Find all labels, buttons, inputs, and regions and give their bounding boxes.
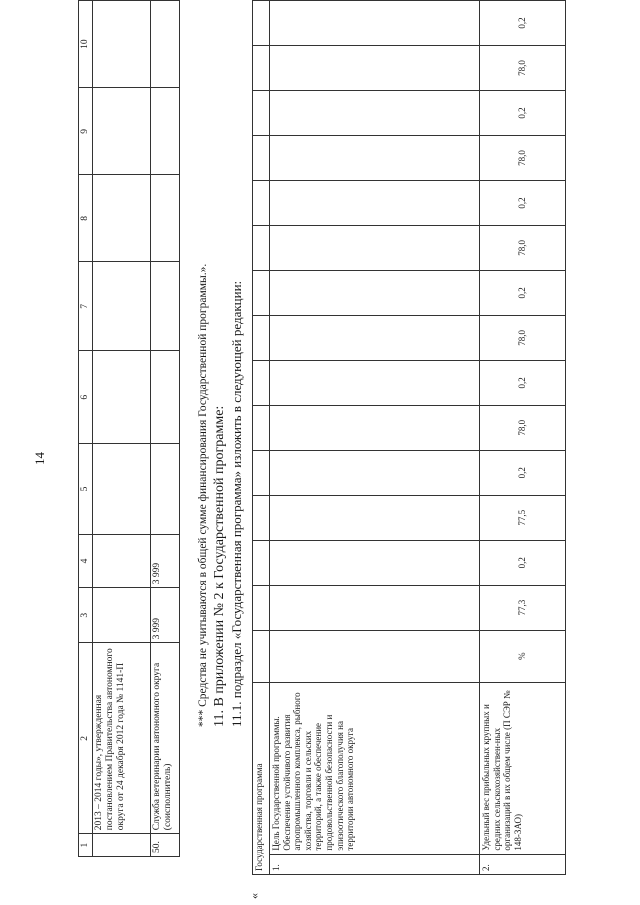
row-number: 50. <box>151 834 180 857</box>
row-name: 2013 – 2014 годы», утвержденная постановлением Правительства автономного округа от 24 декабря 2012 года № 1141-П <box>93 643 151 834</box>
header-cell: 2 <box>79 643 93 834</box>
header-cell: 4 <box>79 534 93 587</box>
row-name: Цель Государственной программы. Обеспечение устойчивого развития агропромышленного комплекса, рыбного хозяйства, торговли и сельских территорий, а также обеспечение продовольственной безопасности и эпизоотического благополучия на территории автономного округа <box>270 682 480 854</box>
lower-table <box>252 0 566 875</box>
table-row <box>93 1 151 857</box>
header-cell: 3 <box>79 588 93 643</box>
value-cell: 78,0 <box>480 315 566 360</box>
table-cell <box>93 588 151 643</box>
unit-cell: % <box>480 630 566 682</box>
section-heading: 11. В приложении № 2 к Государственной программе: <box>212 405 227 727</box>
value-cell: 78,0 <box>480 135 566 180</box>
table-cell <box>151 351 180 444</box>
program-label: Государственная программа <box>253 682 270 874</box>
value-cell: 0,2 <box>480 540 566 585</box>
table-cell: 3 999 <box>151 588 180 643</box>
subsection-heading: 11.1. подраздел «Государственная программа» изложить в следующей редакции: <box>229 280 244 727</box>
table-cell <box>93 1 151 88</box>
header-cell: 5 <box>79 444 93 535</box>
table-cell <box>151 444 180 535</box>
table-cell <box>151 175 180 262</box>
value-cell: 0,2 <box>480 270 566 315</box>
table-cell <box>93 88 151 175</box>
table-row <box>480 1 566 875</box>
value-cell: 77,3 <box>480 585 566 630</box>
table-row <box>270 1 480 875</box>
row-name: Служба ветеринарии автономного округа (соисполнитель) <box>151 643 180 834</box>
table-cell <box>93 444 151 535</box>
upper-table <box>78 0 180 857</box>
row-number: 1. <box>270 854 480 874</box>
table-cell <box>93 175 151 262</box>
value-cell: 0,2 <box>480 91 566 136</box>
table-cell <box>151 262 180 351</box>
value-cell: 77,5 <box>480 495 566 540</box>
value-cell: 0,2 <box>480 1 566 46</box>
table-header-row <box>79 1 93 857</box>
row-number <box>93 834 151 857</box>
value-cell: 78,0 <box>480 405 566 450</box>
header-cell: 1 <box>79 834 93 857</box>
header-cell: 6 <box>79 351 93 444</box>
value-cell: 78,0 <box>480 225 566 270</box>
table-row <box>151 1 180 857</box>
table-cell <box>93 351 151 444</box>
table-row <box>253 1 270 875</box>
header-cell: 10 <box>79 1 93 88</box>
table-cell <box>151 1 180 88</box>
row-name: Удельный вес прибыльных крупных и средних сельскохозяйствен-ных организаций в их общем числе (П СЭР № 148-ЗАО) <box>480 682 566 854</box>
table-cell <box>151 88 180 175</box>
footnote: *** Средства не учитываются в общей сумме финансирования Государственной программы.». <box>197 263 209 727</box>
header-cell: 8 <box>79 175 93 262</box>
value-cell: 0,2 <box>480 360 566 405</box>
table-cell: 3 999 <box>151 534 180 587</box>
table-cell <box>93 534 151 587</box>
page-number: 14 <box>32 452 47 465</box>
header-cell: 7 <box>79 262 93 351</box>
header-cell: 9 <box>79 88 93 175</box>
table-cell <box>93 262 151 351</box>
value-cell: 0,2 <box>480 450 566 495</box>
value-cell: 78,0 <box>480 45 566 90</box>
value-cell: 0,2 <box>480 181 566 226</box>
opening-quote: « <box>247 893 261 899</box>
row-number: 2. <box>480 854 566 874</box>
